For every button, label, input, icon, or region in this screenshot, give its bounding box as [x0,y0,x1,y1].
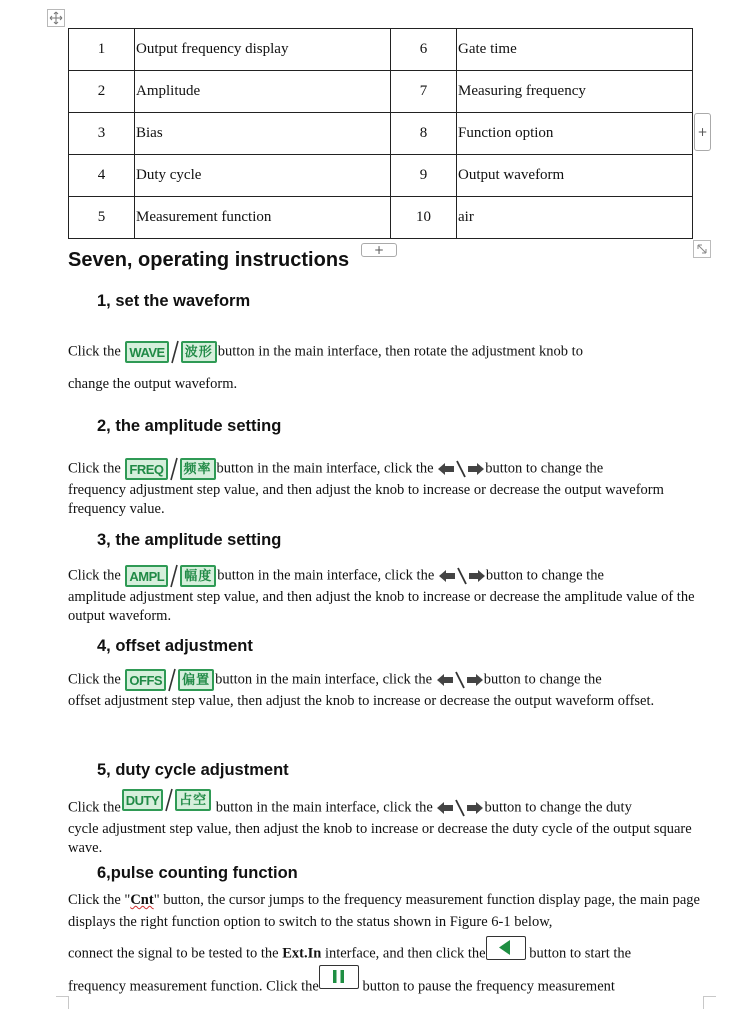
arrow-left-icon [438,569,456,583]
offs-cn-key-icon: 偏置 [178,669,214,691]
arrow-right-icon [467,462,485,476]
backslash-separator [454,671,466,689]
slash-separator [170,340,180,364]
table-resize-handle[interactable] [693,240,711,258]
freq-key-icon: FREQ [125,458,167,480]
row-label: Function option [457,113,693,155]
table-row [69,113,693,155]
row-number: 5 [69,197,135,239]
row-number: 7 [391,71,457,113]
section-2-text: Click the FREQ 频率 button in the main interface, click the button to change the frequency adjustment step value, and then adjust the knob to increase or decrease the output waveform frequency value. [68,457,704,518]
slash-separator [167,668,177,692]
resize-icon [694,241,710,257]
section-1-title: 1, set the waveform [97,292,251,310]
arrow-right-icon [466,673,484,687]
table-move-handle[interactable] [47,9,65,27]
row-label: Gate time [457,29,693,71]
section-heading: Seven, operating instructions [68,249,350,271]
arrow-right-icon [468,569,486,583]
row-number: 10 [391,197,457,239]
section-3-text: Click the AMPL 幅度 button in the main interface, click the button to change the amplitude adjustment step value, and then adjust the knob to increase or decrease the amplitude value of the output waveform. [68,564,704,625]
section-3-title: 3, the amplitude setting [97,531,282,549]
row-number: 9 [391,155,457,197]
ampl-cn-key-icon: 幅度 [180,565,216,587]
row-number: 3 [69,113,135,155]
section-2-title: 2, the amplitude setting [97,417,282,435]
section-4-text: Click the OFFS 偏置 button in the main interface, click the button to change the offset adjustment step value, then adjust the knob to increase or decrease the output waveform offset. [68,668,704,711]
row-number: 2 [69,71,135,113]
row-label: Measurement function [135,197,391,239]
wave-key-icon: WAVE [125,341,168,363]
play-button-icon [486,936,526,960]
arrow-left-icon [436,673,454,687]
wave-cn-key-icon: 波形 [181,341,217,363]
section-4-title: 4, offset adjustment [97,637,253,655]
row-label: Output frequency display [135,29,391,71]
section-5-title: 5, duty cycle adjustment [97,761,289,779]
section-6-text-line4: frequency measurement function. Click the button to pause the frequency measurement [68,975,704,999]
arrow-right-icon [466,801,484,815]
pause-icon [320,966,357,987]
table-row [69,29,693,71]
section-1-text-line2: change the output waveform. [68,376,238,392]
row-label: Amplitude [135,71,391,113]
freq-cn-key-icon: 频率 [180,458,216,480]
backslash-separator [454,799,466,817]
row-label: Bias [135,113,391,155]
duty-key-icon: DUTY [122,789,163,811]
row-number: 1 [69,29,135,71]
table-row [69,197,693,239]
play-icon [487,937,524,958]
move-icon [49,11,63,25]
section-1-text: Click the WAVE 波形 button in the main interface, then rotate the adjustment knob to [68,340,704,364]
section-6-text: Click the "Cnt" button, the cursor jumps to the frequency measurement function display page, the main page displays the right function option to switch to the status shown in Figure 6-1 below, [68,892,700,930]
row-label: Duty cycle [135,155,391,197]
table-row [69,155,693,197]
row-label: air [457,197,693,239]
section-5-text: Click the DUTY 占空 button in the main interface, click the button to change the duty cycle adjustment step value, then adjust the knob to increase or decrease the duty cycle of the output square wave. [68,796,704,857]
add-column-button[interactable]: + [694,113,711,151]
add-row-button[interactable]: + [361,243,397,257]
section-6-title: 6,pulse counting function [97,864,298,882]
function-table [68,28,693,239]
row-number: 8 [391,113,457,155]
slash-separator [164,788,174,812]
section-6-text-line3: connect the signal to be tested to the Ext.In interface, and then click the button to start the [68,942,704,966]
ext-in-keyword: Ext.In [282,945,322,962]
crop-mark [56,996,69,1009]
arrow-left-icon [436,801,454,815]
table-row [69,71,693,113]
cnt-keyword: Cnt [130,892,154,908]
backslash-separator [456,567,468,585]
slash-separator [169,564,179,588]
ampl-key-icon: AMPL [125,565,168,587]
row-number: 6 [391,29,457,71]
row-label: Measuring frequency [457,71,693,113]
backslash-separator [455,460,467,478]
row-label: Output waveform [457,155,693,197]
pause-button-icon [319,965,359,989]
crop-mark [703,996,716,1009]
arrow-left-icon [437,462,455,476]
duty-cn-key-icon: 占空 [175,789,211,811]
offs-key-icon: OFFS [125,669,166,691]
row-number: 4 [69,155,135,197]
slash-separator [169,457,179,481]
